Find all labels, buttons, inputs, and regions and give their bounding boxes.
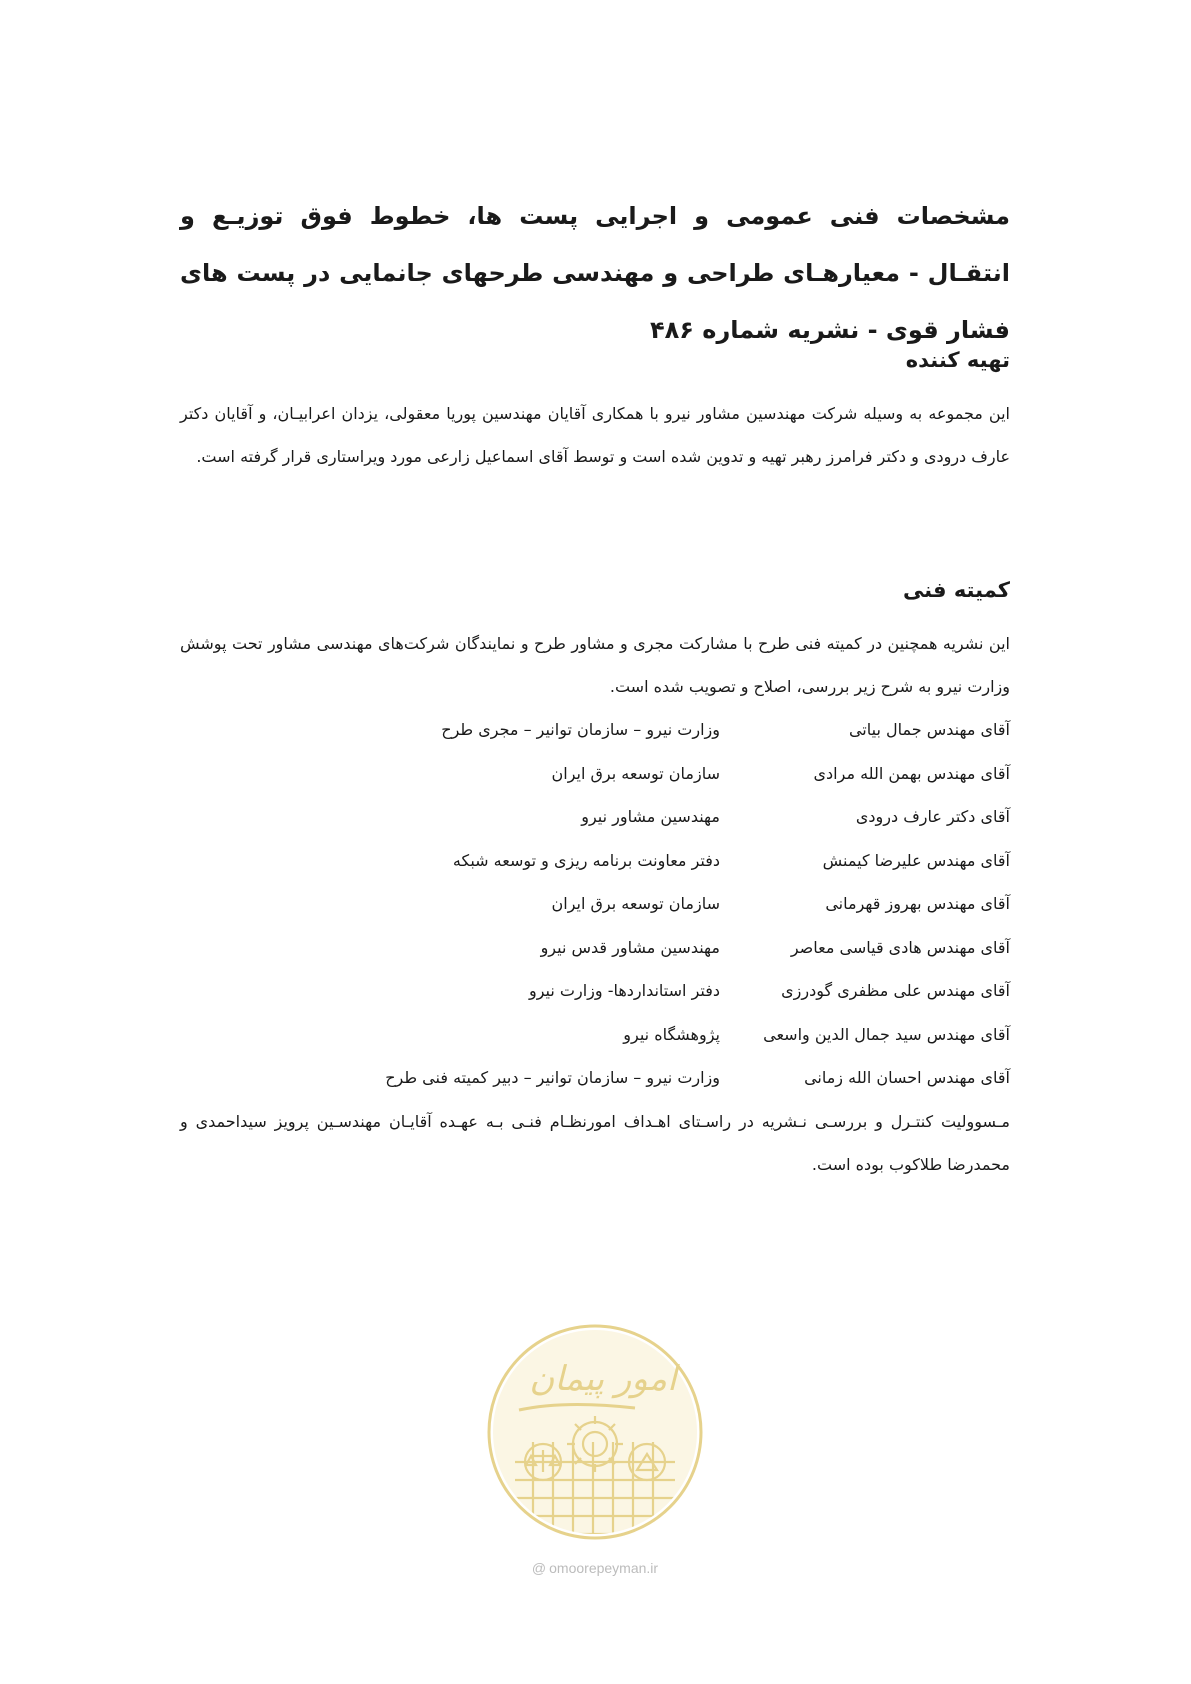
at-symbol-icon: @	[531, 1560, 547, 1576]
member-organization: سازمان توسعه برق ایران	[551, 763, 720, 783]
responsibility-paragraph: مـسوولیت کنتـرل و بررسـی نـشریه در راسـتای اهـداف امورنظـام فنـی بـه عهـده آقایـان مهندسـین پرویز سیداحمدی و محمدرضا طلاکوب بوده است.	[180, 1112, 1010, 1174]
committee-members-list	[180, 708, 1010, 1100]
member-organization: دفتر معاونت برنامه ریزی و توسعه شبکه	[452, 850, 720, 870]
member-name: آقای مهندس بهروز قهرمانی	[825, 894, 1010, 914]
logo-script-text: امور پیمان	[529, 1359, 677, 1399]
member-row	[180, 839, 1010, 883]
member-name: آقای مهندس علی مظفری گودرزی	[781, 981, 1010, 1001]
member-organization: وزارت نیرو – سازمان توانیر – مجری طرح	[441, 720, 720, 740]
member-name: آقای مهندس احسان الله زمانی	[804, 1068, 1010, 1088]
member-organization: سازمان توسعه برق ایران	[551, 894, 720, 914]
member-row	[180, 926, 1010, 970]
member-row	[180, 752, 1010, 796]
member-row	[180, 795, 1010, 839]
omoor-peyman-logo	[485, 1312, 705, 1552]
logo-emblem-icon	[485, 1312, 705, 1552]
member-row	[180, 1013, 1010, 1057]
member-row	[180, 1056, 1010, 1100]
website-url-text: omoorepeyman.ir	[549, 1560, 659, 1576]
member-name: آقای دکتر عارف درودی	[855, 807, 1010, 827]
committee-intro-paragraph: این نشریه همچنین در کمیته فنی طرح با مشارکت مجری و مشاور طرح و نمایندگان شرکت‌های مهندسی مشاور تحت پوشش وزارت نیرو به شرح زیر بررسی، اصلاح و تصویب شده است.	[180, 634, 1010, 696]
member-row	[180, 969, 1010, 1013]
member-name: آقای مهندس بهمن الله مرادی	[813, 763, 1010, 783]
member-row	[180, 882, 1010, 926]
member-row	[180, 708, 1010, 752]
preparer-paragraph: این مجموعه به وسیله شرکت مهندسین مشاور نیرو با همکاری آقایان مهندسین پوریا معقولی، یزدان اعرابیـان، و آقایان دکتر عارف درودی و دکتر فرامرز رهبر تهیه و تدوین شده است و توسط آقای اسماعیل زارعی مورد ویراستاری قرار گرفته است.	[180, 404, 1010, 466]
member-name: آقای مهندس علیرضا کیمنش	[822, 850, 1010, 870]
section-heading-committee: کمیته فنی	[902, 578, 1010, 602]
section-heading-preparer: تهیه کننده	[905, 348, 1010, 372]
member-organization: مهندسین مشاور نیرو	[581, 807, 720, 827]
website-url	[480, 1560, 710, 1576]
member-organization: پژوهشگاه نیرو	[623, 1024, 720, 1044]
member-name: آقای مهندس هادی قیاسی معاصر	[790, 937, 1010, 957]
member-organization: وزارت نیرو – سازمان توانیر – دبیر کمیته فنی طرح	[385, 1068, 720, 1088]
document-title: مشخصات فنی عمومی و اجرایی پست ها، خطوط فوق توزیـع و انتقـال - معیارهـای طراحی و مهندسی طرحهای جانمایی در پست های فشار قوی - نشریه شماره ۴۸۶	[180, 202, 1010, 344]
member-organization: دفتر استانداردها- وزارت نیرو	[529, 981, 720, 1001]
member-organization: مهندسین مشاور قدس نیرو	[540, 937, 720, 957]
member-name: آقای مهندس جمال بیاتی	[848, 720, 1010, 740]
member-name: آقای مهندس سید جمال الدین واسعی	[763, 1024, 1010, 1044]
